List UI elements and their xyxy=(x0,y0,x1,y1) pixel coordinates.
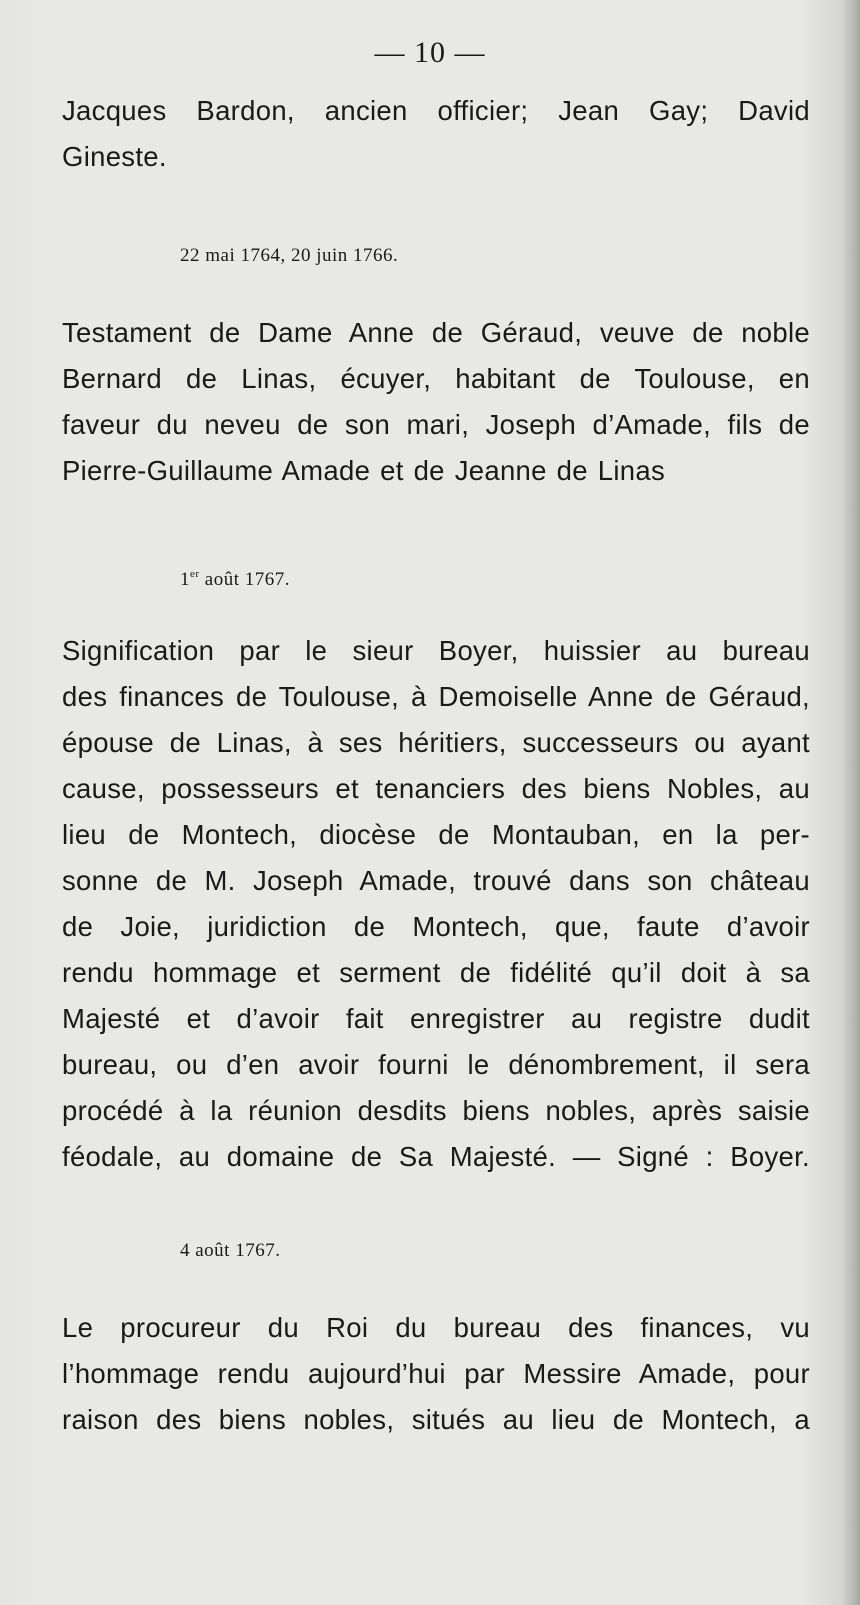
text-line: épouse de Linas, à ses héritiers, successeurs ou ayant xyxy=(62,727,810,758)
text-line: rendu hommage et serment de fidélité qu’il doit à sa xyxy=(62,957,810,988)
text-line: de Joie, juridiction de Montech, que, faute d’avoir xyxy=(62,911,810,942)
text-line: sonne de M. Joseph Amade, trouvé dans son château xyxy=(62,865,810,896)
date-day: 1 xyxy=(180,569,190,590)
text-line: l’hommage rendu aujourd’hui par Messire Amade, pour xyxy=(62,1358,810,1389)
date-ordinal: er xyxy=(190,568,200,580)
text-line: Le procureur du Roi du bureau des finances, vu xyxy=(62,1312,810,1343)
date-heading-3: 4 août 1767. xyxy=(180,1240,281,1261)
date-heading-1: 22 mai 1764, 20 juin 1766. xyxy=(180,245,399,266)
text-line: Pierre-Guillaume Amade et de Jeanne de Linas xyxy=(62,455,666,486)
text-line: des finances de Toulouse, à Demoiselle Anne de Géraud, xyxy=(62,681,810,712)
text-line: Bernard de Linas, écuyer, habitant de Toulouse, en xyxy=(62,363,810,394)
text-line: raison des biens nobles, situés au lieu de Montech, a xyxy=(62,1404,810,1435)
date-rest: août 1767. xyxy=(199,569,291,590)
paragraph-procureur xyxy=(62,1305,810,1443)
text-line: Signification par le sieur Boyer, huissier au bureau xyxy=(62,635,810,666)
paragraph-testament xyxy=(62,310,810,494)
text-line: Gineste. xyxy=(62,141,167,172)
text-line: féodale, au domaine de Sa Majesté. — Signé : Boyer. xyxy=(62,1141,810,1172)
text-line: lieu de Montech, diocèse de Montauban, en la per- xyxy=(62,819,810,850)
text-line: Jacques Bardon, ancien officier; Jean Gay; David xyxy=(62,95,810,126)
page-number: — 10 — xyxy=(374,36,486,69)
date-heading-2 xyxy=(180,568,290,591)
text-line: faveur du neveu de son mari, Joseph d’Amade, fils de xyxy=(62,409,810,440)
text-line: procédé à la réunion desdits biens nobles, après saisie xyxy=(62,1095,810,1126)
page-edge-shadow xyxy=(842,0,860,1605)
text-line: bureau, ou d’en avoir fourni le dénombrement, il sera xyxy=(62,1049,810,1080)
text-line: Testament de Dame Anne de Géraud, veuve de noble xyxy=(62,317,810,348)
text-line: Majesté et d’avoir fait enregistrer au registre dudit xyxy=(62,1003,810,1034)
paragraph-signification xyxy=(62,628,810,1180)
text-line: cause, possesseurs et tenanciers des biens Nobles, au xyxy=(62,773,810,804)
paragraph-witnesses xyxy=(62,88,810,180)
